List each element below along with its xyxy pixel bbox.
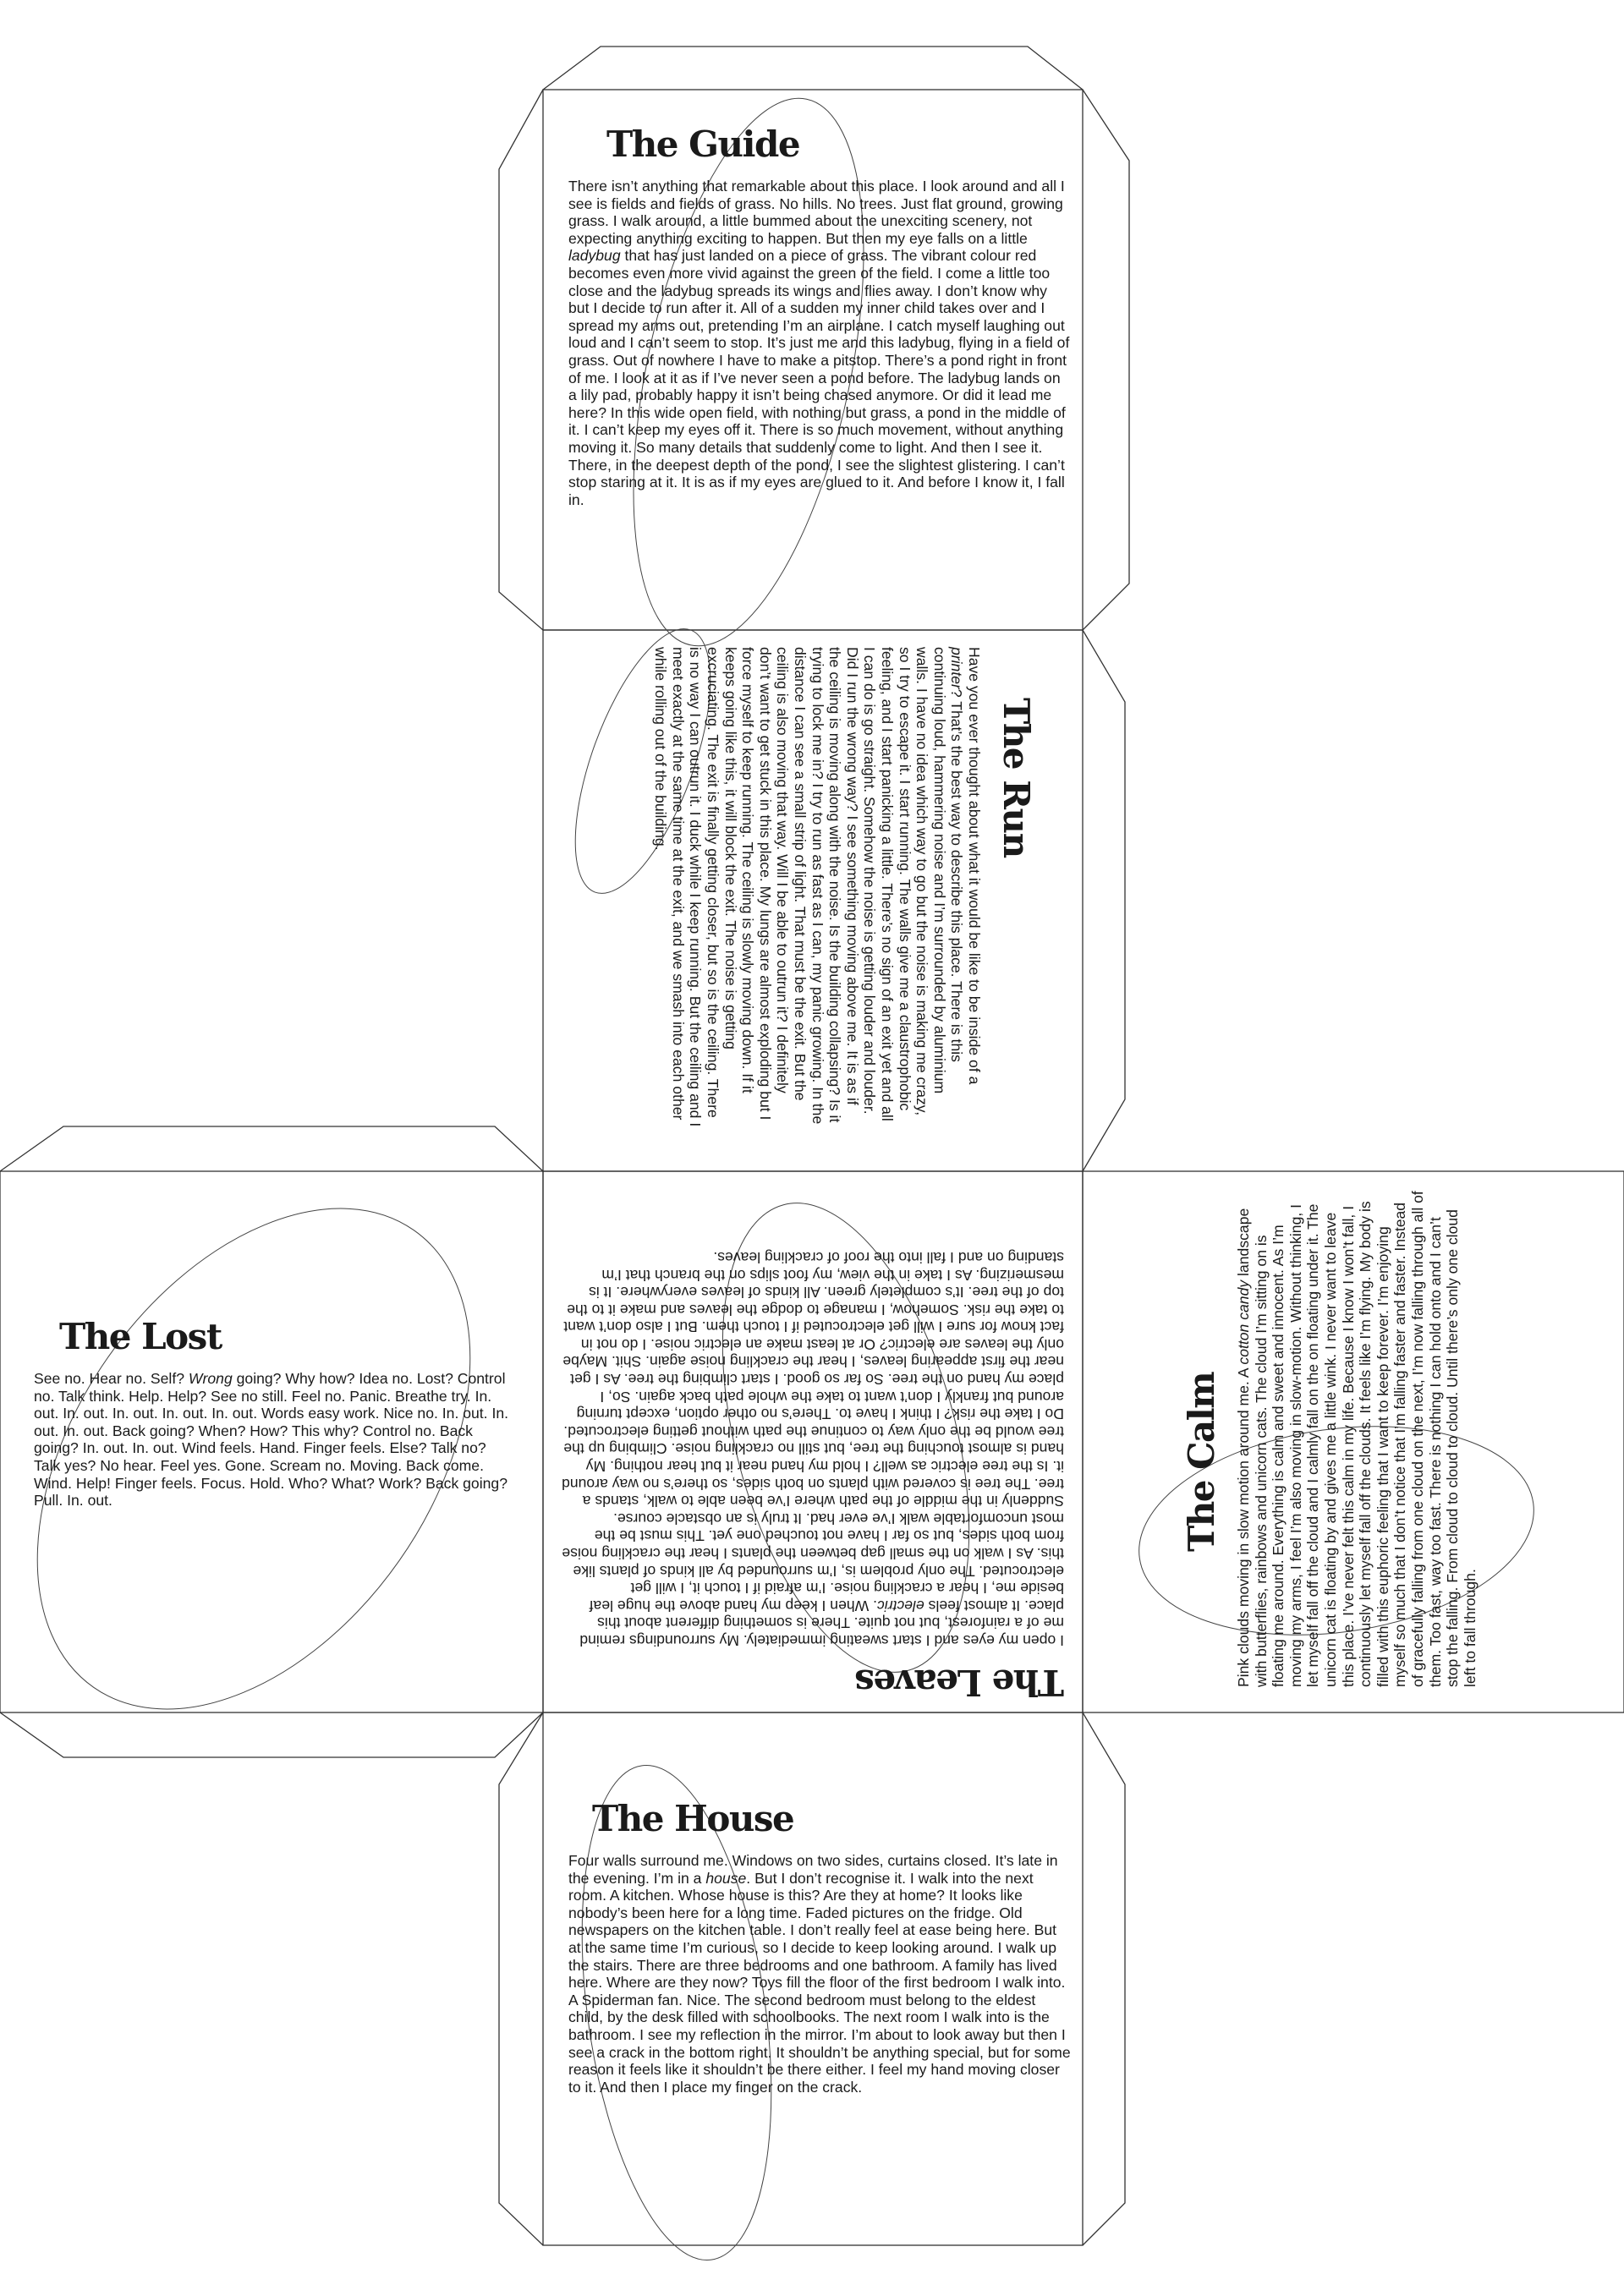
lost-title: The Lost — [59, 1316, 222, 1357]
guide-text-part: that has just landed on a piece of grass. The vibrant colour red becomes even more vivid against the green of the field. I come a little too close and the ladybug spreads its wings and flies away. I don’t know why but I decide to run after it. All of a sudden my inner child takes over and I spread my arms out, pretending I’m an airplane. I catch myself laughing out loud and I can’t seem to stop. It’s just me and this ladybug, flying in a field of grass. Out of nowhere I have to make a pitstop. There’s a pond right in front of me. I look at it as if I’ve never seen a pond before. The ladybug lands on a lily pad, probably happy it isn’t being chased anymore. Or did it lead me here? In this wide open field, with nothing but grass, a pond in the middle of it. I can’t keep my eyes off it. There is so much movement, without anything moving it. So many details that suddenly come to light. And then I see it. There, in the deepest depth of the pond, I see the slightest glistering. I can’t stop staring at it. It is as if my eyes are glued to it. And before I know it, I fall in. — [568, 247, 1070, 508]
leaves-text — [562, 1248, 1064, 1649]
guide-top-flap — [543, 47, 1083, 90]
guide-text-part: There isn’t anything that remarkable about this place. I look around and all I see is fields and fields of grass. No hills. No trees. Just flat ground, growing grass. I walk around, a little bummed about the unexciting scenery, not expecting anything exciting to happen. But then my eye falls on a little — [568, 178, 1065, 247]
house-title: The House — [592, 1798, 794, 1839]
leaves-text-emphasis: electric — [877, 1597, 924, 1614]
calm-text-part: landscape with butterflies, rainbows and unicorn cats. The cloud I’m sitting on is floating me around. Everything is calm and sweet and innocent. As I’m moving my arms, I feel I’m also moving in slow-motion. Without thinking, I let myself fall off the cloud and I calmly fall on the on floating under it. The unicorn cat is floating by and gives me a little wink. I never want to leave this place. I’ve never felt this calm in my life. Because I know I won’t fall, I continuously let myself fall off the clouds. It feels like I’m flying. My body is filled with this euphoric feeling that I want to keep forever. I’m enjoying myself so much that I don’t notice that I’m falling faster and faster. Instead of gracefully falling from one cloud on the next, I’m now falling through all of them. Too fast, way too fast. There is nothing I can hold onto and I can’t stop the falling. From cloud to cloud to cloud. Until there’s only one cloud left to fall through. — [1235, 1191, 1479, 1687]
run-panel — [652, 647, 1037, 1129]
house-left-flap — [499, 1712, 543, 2245]
calm-text — [1235, 1188, 1479, 1687]
house-panel — [568, 1798, 1071, 2096]
leaves-text-part: . When I keep my hand above the huge leaf beside me, I hear a crackling noise. I’m afraid if I touch it, I will get electrocuted. The only problem is, I’m surrounded by all kinds of plants like this. As I walk on the small gap between the plants I hear the crackling noise from both sides, but so far I have not touched one yet. This must be the most uncomfortable walk I’ve ever had. It truly is an obstacle course. Suddenly in the middle of the path where I’ve been able to walk, stands a tree. The tree is covered with plants on both sides, so there’s no way around it. Is the tree electric as well? I hold my hand near it but hear nothing. My hand is almost touching the tree, but still no crackling noise. Climbing up the tree would be the only way to continue the path without getting electrocuted. Do I take the risk? I think I have to. There’s no other option, except turning around but frankly I don’t want to take the whole path back again. So, I place my hand on the tree. So far so good. I start climbing the tree. As I get near the first appearing leaves, I hear the crackling noise again. Shit. Maybe only the leaves are electric? Or at least make an electric noise. I do not in fact know for sure I will get electrocuted if I touch them. But I also don’t want to take the risk. Somehow, I manage to dodge the leaves and make it to the top of the tree. It’s completely green. All kinds of leaves everywhere. It is mesmerizing. As I take in the view, my foot slips on the branch that I’m standing on and I fall into the roof of crackling leaves. — [562, 1248, 1064, 1614]
run-text-emphasis: printer — [948, 647, 966, 689]
leaves-title: The Leaves — [855, 1662, 1064, 1703]
run-text-part: ? That’s the best way to describe this place. There is this continuing loud, hammering noise and I’m surrounded by aluminium walls. I have no idea which way to go but the noise is making me crazy, so I try to escape it. I start running. The walls give me a claustrophobic feeling, and I start panicking a little. There’s no sign of an exit yet and all I can do is go straight. Somehow the noise is getting louder and louder. Did I run the wrong way? I see something moving above me. It is as if the ceiling is moving along with the noise. Is the building collapsing? Is it trying to lock me in? I try to run as fast as I can, my panic growing. In the distance I can see a small strip of light. That must be the exit. But the ceiling is also moving that way. Will I be able to outrun it? I definitely don’t want to get stuck in this place. My lungs are almost exploding but I force myself to keep running. The ceiling is slowly moving down. If it keeps going like this, it will block the exit. The noise is getting excruciating. The exit is finally getting closer, but so is the ceiling. There is no way I can outrun it. I duck while I keep running. But the ceiling and I meet exactly at the same time at the exit, and we smash into each other while rolling out of the building. — [652, 647, 966, 1127]
guide-panel — [568, 123, 1071, 508]
guide-left-flap — [499, 90, 543, 630]
guide-title: The Guide — [606, 123, 800, 165]
run-text — [652, 647, 983, 1129]
lost-text-part: going? Why how? Idea no. Lost? Control no. Talk think. Help. Help? See no still. Feel no. Panic. Breathe try. In. out. In. out. In. out. In. out. In. out. Words easy work. Nice no. In. out. In. out. In. out. Back going? When? How? This why? Control no. Back going? In. out. In. out. Wind feels. Hand. Finger feels. Else? Talk no? Talk yes? No hear. Feel yes. Gone. Scream no. Moving. Back come. Wind. Help! Finger feels. Focus. Hold. Who? What? Work? Back going? Pull. In. out. — [34, 1370, 509, 1510]
guide-text — [568, 178, 1071, 508]
calm-title: The Calm — [1181, 1372, 1222, 1552]
calm-panel — [1181, 1188, 1479, 1687]
lost-text-emphasis: Wrong — [188, 1370, 233, 1387]
house-text-part: Four walls surround me. Windows on two sides, curtains closed. It’s late in the evening. I’m in a — [568, 1852, 1058, 1887]
lost-text — [34, 1370, 516, 1510]
lost-text-part: See no. Hear no. Self? — [34, 1370, 189, 1387]
guide-right-flap — [1083, 90, 1129, 630]
leaves-panel — [562, 1248, 1064, 1703]
guide-text-emphasis: ladybug — [568, 247, 621, 265]
house-text-part: . But I don’t recognise it. I walk into the next room. A kitchen. Whose house is this? Are they at home? It looks like nobody’s been here for a long time. Faded pictures on the fridge. Old newspapers on the kitchen table. I don’t really feel at ease being here. But at the same time I’m curious, so I decide to keep looking around. I walk up the stairs. There are three bedrooms and one bathroom. A family has lived here. Where are they now? Toys fill the floor of the first bedroom I walk into. A Spiderman fan. Nice. The second bedroom must belong to the eldest child, by the desk filled with schoolbooks. The next room I walk into is the bathroom. I see my reflection in the mirror. I’m about to look away but then I see a crack in the bottom right. It shouldn’t be anything special, but for some reason it feels like it shouldn’t be there either. I feel my hand moving closer to it. And then I place my finger on the crack. — [568, 1869, 1071, 2096]
run-text-part: Have you ever thought about what it would be like to be inside of a — [966, 647, 983, 1085]
calm-text-part: Pink clouds moving in slow motion around me. A — [1235, 1364, 1252, 1687]
leaves-text-part: I open my eyes and I start sweating immediately. My surroundings remind me of a rainforest, but not quite. There is something different about this place. It almost feels — [579, 1597, 1064, 1649]
house-text-emphasis: house — [705, 1869, 747, 1887]
calm-text-emphasis: cotton candy — [1235, 1280, 1252, 1365]
house-right-flap — [1083, 1712, 1125, 2245]
run-title: The Run — [996, 698, 1037, 858]
lost-bottom-flap — [0, 1712, 543, 1757]
lost-top-flap — [0, 1126, 543, 1171]
house-text — [568, 1852, 1071, 2096]
run-right-flap — [1083, 630, 1125, 1171]
lost-panel — [34, 1316, 516, 1510]
